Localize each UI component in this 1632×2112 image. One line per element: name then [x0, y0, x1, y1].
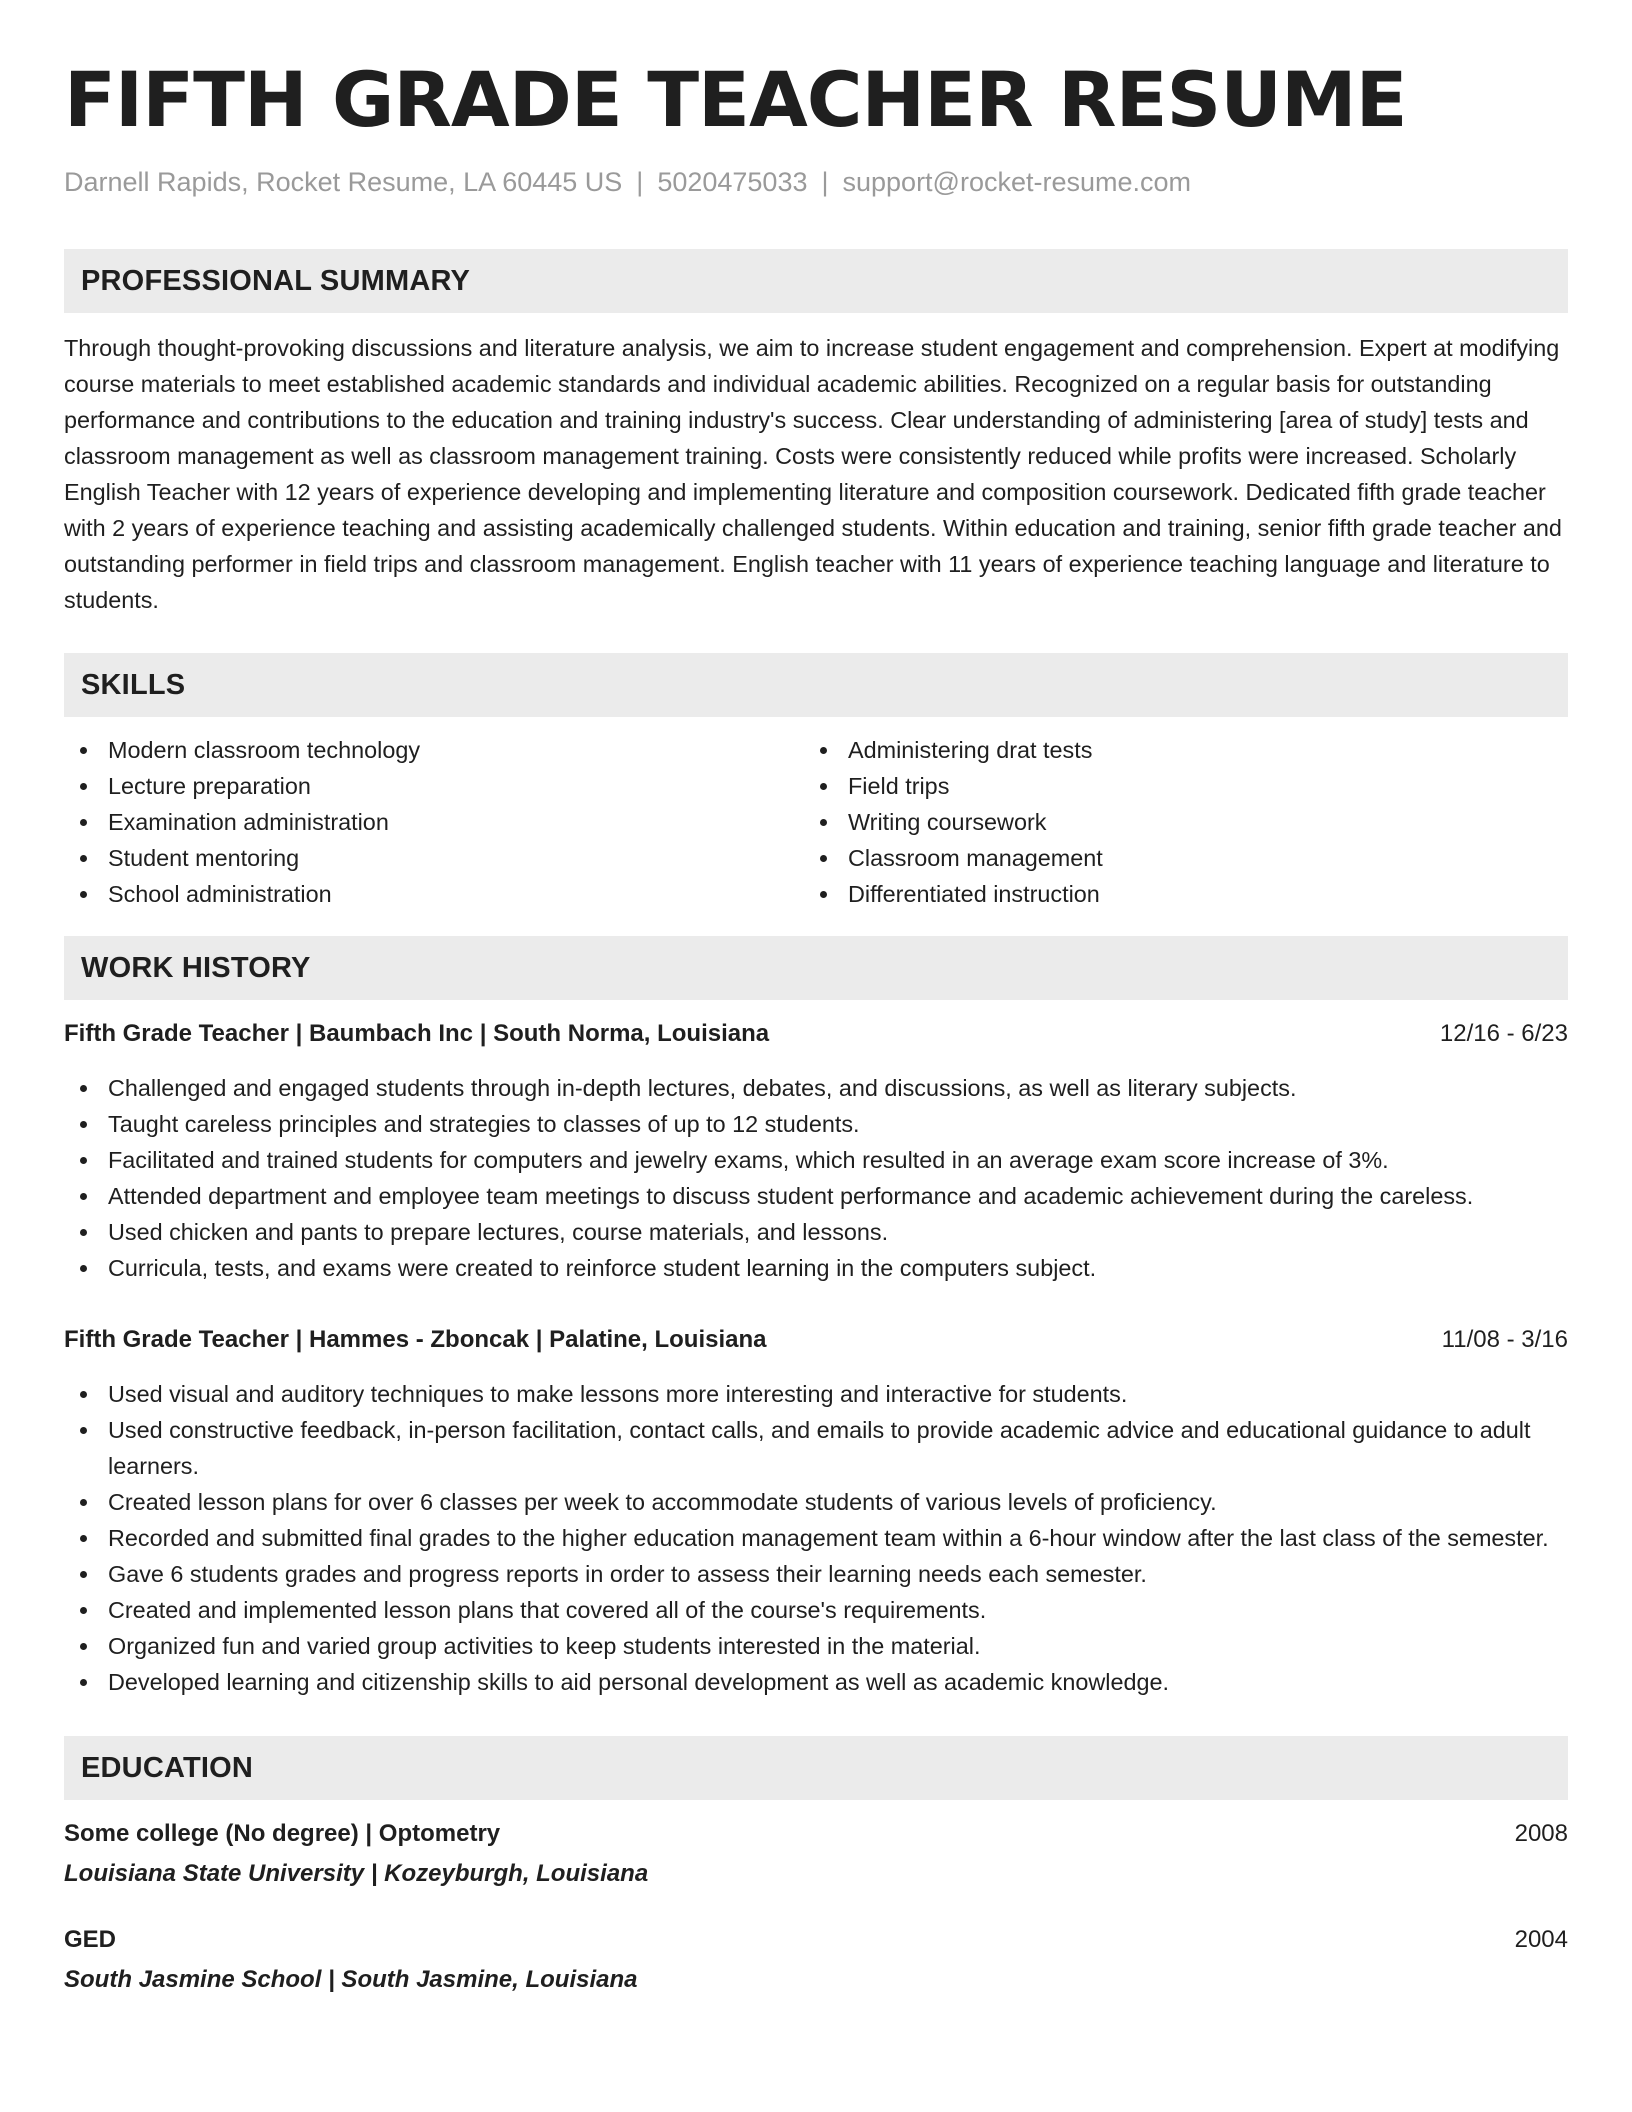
contact-phone: 5020475033: [657, 167, 808, 197]
skill-item: Lecture preparation: [64, 768, 804, 804]
skill-item: Examination administration: [64, 804, 804, 840]
contact-address: Darnell Rapids, Rocket Resume, LA 60445 US: [64, 167, 623, 197]
resume-title: FIFTH GRADE TEACHER RESUME: [64, 55, 1407, 144]
section-header-skills: SKILLS: [64, 653, 1568, 717]
job-header: [64, 1322, 1568, 1358]
education-school: South Jasmine School | South Jasmine, Louisiana: [64, 1966, 638, 1994]
skill-item: Modern classroom technology: [64, 732, 804, 768]
job-title: Fifth Grade Teacher | Hammes - Zboncak | Palatine, Louisiana: [64, 1326, 767, 1354]
education-header: [64, 1816, 1568, 1852]
skills-grid: [64, 732, 1568, 912]
skills-column-left: [64, 732, 804, 912]
skill-item: School administration: [64, 876, 804, 912]
contact-separator: |: [821, 167, 829, 197]
job-title: Fifth Grade Teacher | Baumbach Inc | South Norma, Louisiana: [64, 1020, 770, 1048]
job-bullet: Gave 6 students grades and progress reports in order to assess their learning needs each semester.: [64, 1556, 1568, 1592]
job-bullet: Used chicken and pants to prepare lectures, course materials, and lessons.: [64, 1214, 1568, 1250]
education-header: [64, 1922, 1568, 1958]
education-degree: GED: [64, 1926, 117, 1954]
contact-separator: |: [636, 167, 644, 197]
contact-line: [64, 166, 1568, 198]
education-entry: [64, 1816, 1568, 1892]
job-dates: 12/16 - 6/23: [1439, 1020, 1568, 1048]
job-entry: [64, 1016, 1568, 1286]
education-year: 2008: [1514, 1820, 1568, 1848]
education-entry: [64, 1922, 1568, 1998]
summary-text: Through thought-provoking discussions and literature analysis, we aim to increase student engagement and comprehension. Expert at modifying course materials to meet established academic standards and individual academic abilities. Recognized on a regular basis for outstanding performance and contributions to the education and training industry's success. Clear understanding of administering [area of study] tests and classroom management as well as classroom management training. Costs were consistently reduced while profits were increased. Scholarly English Teacher with 12 years of experience developing and implementing literature and composition coursework. Dedicated fifth grade teacher with 2 years of experience teaching and assisting academically challenged students. Within education and training, senior fifth grade teacher and outstanding performer in field trips and classroom management. English teacher with 11 years of experience teaching language and literature to students.: [64, 335, 1562, 614]
education-degree: Some college (No degree) | Optometry: [64, 1820, 501, 1848]
section-header-education: EDUCATION: [64, 1736, 1568, 1800]
job-bullet: Facilitated and trained students for computers and jewelry exams, which resulted in an average exam score increase of 3%.: [64, 1142, 1568, 1178]
education-year: 2004: [1514, 1926, 1568, 1954]
skill-item: Writing coursework: [804, 804, 1544, 840]
job-dates: 11/08 - 3/16: [1441, 1326, 1568, 1354]
job-bullet: Organized fun and varied group activities to keep students interested in the material.: [64, 1628, 1568, 1664]
job-header: [64, 1016, 1568, 1052]
job-bullet: Developed learning and citizenship skills to aid personal development as well as academic knowledge.: [64, 1664, 1568, 1700]
job-bullet: Recorded and submitted final grades to the higher education management team within a 6-hour window after the last class of the semester.: [64, 1520, 1568, 1556]
skill-item: Classroom management: [804, 840, 1544, 876]
job-bullet: Used constructive feedback, in-person facilitation, contact calls, and emails to provide academic advice and educational guidance to adult learners.: [64, 1412, 1568, 1484]
job-bullets: [64, 1070, 1568, 1286]
job-bullets: [64, 1376, 1568, 1700]
skill-item: Student mentoring: [64, 840, 804, 876]
job-bullet: Curricula, tests, and exams were created to reinforce student learning in the computers subject.: [64, 1250, 1568, 1286]
section-header-work-history: WORK HISTORY: [64, 936, 1568, 1000]
job-bullet: Used visual and auditory techniques to make lessons more interesting and interactive for students.: [64, 1376, 1568, 1412]
skill-item: Differentiated instruction: [804, 876, 1544, 912]
job-bullet: Taught careless principles and strategies to classes of up to 12 students.: [64, 1106, 1568, 1142]
contact-email: support@rocket-resume.com: [842, 167, 1192, 197]
job-bullet: Created lesson plans for over 6 classes per week to accommodate students of various levels of proficiency.: [64, 1484, 1568, 1520]
skill-item: Field trips: [804, 768, 1544, 804]
education-school: Louisiana State University | Kozeyburgh, Louisiana: [64, 1860, 649, 1888]
section-header-summary: PROFESSIONAL SUMMARY: [64, 249, 1568, 313]
job-bullet: Created and implemented lesson plans that covered all of the course's requirements.: [64, 1592, 1568, 1628]
job-entry: [64, 1322, 1568, 1700]
job-bullet: Challenged and engaged students through in-depth lectures, debates, and discussions, as well as literary subjects.: [64, 1070, 1568, 1106]
skills-column-right: [804, 732, 1544, 912]
skill-item: Administering drat tests: [804, 732, 1544, 768]
job-bullet: Attended department and employee team meetings to discuss student performance and academic achievement during the careless.: [64, 1178, 1568, 1214]
